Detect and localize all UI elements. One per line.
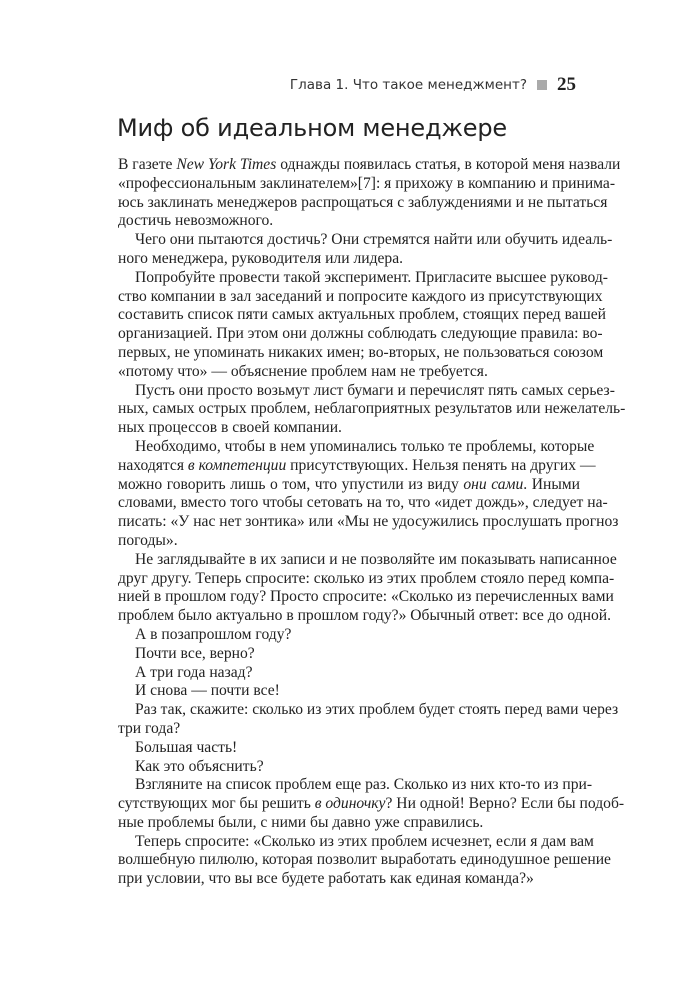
text-segment: Не заглядывайте в их записи и не позволяйте им показывать написанное <box>135 550 617 568</box>
text-line <box>118 325 603 344</box>
text-line <box>118 287 603 307</box>
text-line <box>118 174 616 194</box>
text-line <box>118 250 580 269</box>
text-line <box>118 268 608 288</box>
text-segment: юсь заклинать менеджеров распрощаться с заблуждениями и не пытаться <box>118 193 608 211</box>
body-text <box>118 156 626 889</box>
text-segment: ство компании в зал заседаний и попросите каждого из присутствующих <box>118 287 603 305</box>
text-line <box>118 363 580 382</box>
text-segment: нией в прошлом году? Просто спросите: «Сколько из перечисленных вами <box>118 588 614 606</box>
italic-text: в компетенции <box>187 456 287 474</box>
text-segment: Почти все, верно? <box>135 644 255 662</box>
section-heading: Миф об идеальном менеджере <box>117 114 507 142</box>
text-line <box>118 156 621 175</box>
text-segment: первых, не упоминать никаких имен; во-вторых, не пользоваться союзом <box>118 343 604 361</box>
text-line <box>118 306 606 325</box>
text-segment: ? Ни одной! Верно? Если бы подоб- <box>385 795 625 813</box>
text-segment: Как это объяснить? <box>135 757 264 775</box>
text-segment: проблем было актуально в прошлом году?» Обычный ответ: все до одной. <box>118 607 612 625</box>
text-segment: Чего они пытаются достичь? Они стремятся найти или обучить идеаль- <box>135 231 613 249</box>
text-line <box>118 400 626 419</box>
text-line <box>118 550 617 570</box>
italic-text: они сами <box>463 475 524 493</box>
text-line <box>118 343 604 363</box>
text-line <box>118 720 580 739</box>
separator-square-icon <box>537 80 547 90</box>
text-segment: организацией. При этом они должны соблюдать следующие правила: во- <box>118 325 603 343</box>
text-segment: достичь невозможного. <box>118 212 274 230</box>
text-line <box>118 645 580 664</box>
running-header <box>290 74 576 96</box>
text-line <box>118 437 595 457</box>
text-segment: И снова — почти все! <box>135 682 280 700</box>
text-line <box>118 870 580 889</box>
text-segment: находятся <box>118 456 188 474</box>
text-line <box>118 682 580 701</box>
text-segment: Раз так, скажите: сколько из этих проблем будет стоять перед вами через <box>135 701 619 719</box>
text-segment: сутствующих мог бы решить <box>118 795 315 813</box>
text-line <box>118 588 614 607</box>
text-line <box>118 419 580 438</box>
text-line <box>118 476 580 495</box>
text-segment: составить список пяти самых актуальных проблем, стоящих перед вашей <box>118 306 606 324</box>
text-line <box>118 494 608 513</box>
text-line <box>118 739 580 758</box>
text-segment: В газете <box>118 156 177 173</box>
italic-text: в одиночку <box>314 795 386 813</box>
text-segment: при условии, что вы все будете работать как единая команда?» <box>118 870 534 888</box>
text-segment: Необходимо, чтобы в нем упоминались только те проблемы, которые <box>135 437 595 455</box>
text-segment: ные проблемы были, с ними бы давно уже справились. <box>118 813 484 831</box>
text-line <box>118 607 612 626</box>
text-line <box>118 701 619 720</box>
text-line <box>118 664 580 683</box>
text-line <box>118 795 625 814</box>
page-number: 25 <box>557 74 576 95</box>
text-segment: словами, вместо того чтобы сетовать на то, что «идет дождь», следует на- <box>118 494 608 512</box>
text-segment: присутствующих. Нельзя пенять на других — <box>286 456 596 474</box>
text-segment: А три года назад? <box>135 663 253 681</box>
text-segment: Пусть они просто возьмут лист бумаги и перечислят пять самых серьез- <box>135 381 615 399</box>
text-segment: Теперь спросите: «Сколько из этих проблем исчезнет, если я дам вам <box>135 832 594 850</box>
text-segment: друг другу. Теперь спросите: сколько из этих проблем стояло перед компа- <box>118 569 615 587</box>
text-segment: Попробуйте провести такой эксперимент. Пригласите высшее руковод- <box>135 268 608 286</box>
text-segment: ных, самых острых проблем, неблагоприятных результатов или нежелатель- <box>118 400 626 418</box>
text-segment: погоды». <box>118 531 178 549</box>
text-line <box>118 832 594 852</box>
text-line <box>118 851 611 870</box>
text-segment: «профессиональным заклинателем»[7]: я прихожу в компанию и принима- <box>118 174 616 192</box>
text-line <box>118 212 580 231</box>
text-segment: . Иными <box>523 475 581 493</box>
text-segment: А в позапрошлом году? <box>135 625 292 643</box>
text-line <box>118 569 615 589</box>
text-line <box>118 532 580 551</box>
text-segment: можно говорить лишь о том, что упустили из виду <box>118 475 464 493</box>
text-line <box>118 513 619 532</box>
text-line <box>118 776 593 795</box>
text-segment: писать: «У нас нет зонтика» или «Мы не удосужились прослушать прогноз <box>118 513 619 531</box>
text-segment: три года? <box>118 719 181 737</box>
text-segment: однажды появилась статья, в которой меня назвали <box>276 156 621 173</box>
text-segment: Взгляните на список проблем еще раз. Сколько из них кто-то из при- <box>135 776 593 794</box>
text-line <box>118 456 596 476</box>
chapter-title: Глава 1. Что такое менеджмент? <box>289 77 527 93</box>
text-segment: ного менеджера, руководителя или лидера. <box>118 249 404 267</box>
text-line <box>118 814 580 833</box>
text-segment: ных процессов в своей компании. <box>118 419 342 437</box>
text-line <box>118 758 580 777</box>
text-segment: «потому что» — объяснение проблем нам не требуется. <box>118 362 488 380</box>
text-line <box>118 381 615 401</box>
text-segment: волшебную пилюлю, которая позволит выработать единодушное решение <box>118 851 611 869</box>
text-segment: Большая часть! <box>135 738 238 756</box>
italic-text: New York Times <box>176 156 277 173</box>
text-line <box>118 231 613 250</box>
text-line <box>118 193 608 213</box>
text-line <box>118 626 580 645</box>
